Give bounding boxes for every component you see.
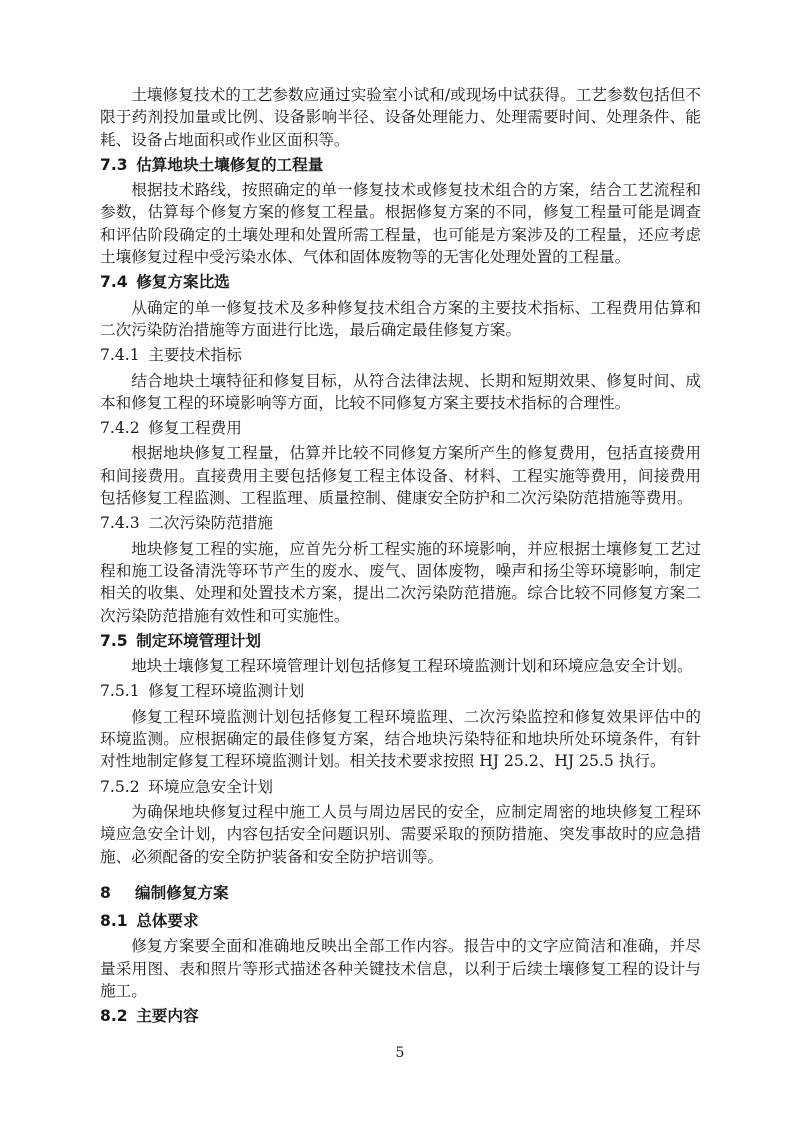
heading-title: 修复工程环境监测计划 (148, 682, 305, 701)
heading-title: 估算地块土壤修复的工程量 (136, 155, 324, 174)
paragraph: 根据地块修复工程量，估算并比较不同修复方案所产生的修复费用，包括直接费用和间接费用。直接费用主要包括修复工程主体设备、材料、工程实施等费用，间接费用包括修复工程监测、工程监理、质量控制、健康安全防护和二次污染防范措施等费用。 (100, 444, 701, 508)
heading-number: 7.4.3 (100, 514, 140, 533)
paragraph: 地块土壤修复工程环境管理计划包括修复工程环境监测计划和环境应急安全计划。 (131, 657, 693, 676)
heading-7-5 (100, 630, 701, 652)
heading-7-4-1 (100, 344, 701, 366)
heading-title: 主要技术指标 (148, 346, 242, 365)
paragraph: 结合地块土壤特征和修复目标，从符合法律法规、长期和短期效果、修复时间、成本和修复工程的环境影响等方面，比较不同修复方案主要技术指标的合理性。 (100, 371, 701, 412)
heading-number: 8.1 (100, 912, 128, 931)
paragraph: 从确定的单一修复技术及多种修复技术组合方案的主要技术指标、工程费用估算和二次污染防治措施等方面进行比选，最后确定最佳修复方案。 (100, 298, 701, 339)
heading-title: 环境应急安全计划 (148, 777, 274, 796)
heading-number: 7.3 (100, 155, 128, 174)
text-block (100, 84, 701, 1031)
paragraph: 修复工程环境监测计划包括修复工程环境监理、二次污染监控和修复效果评估中的环境监测。应根据确定的最佳修复方案，结合地块污染特征和地块所处环境条件，有针对性地制定修复工程环境监测计划。相关技术要求按照 HJ 25.2、HJ 25.5 执行。 (100, 707, 701, 771)
heading-7-3 (100, 154, 701, 176)
heading-number: 7.5 (100, 631, 128, 650)
heading-number: 7.4.2 (100, 419, 140, 438)
paragraph: 土壤修复技术的工艺参数应通过实验室小试和/或现场中试获得。工艺参数包括但不限于药剂投加量或比例、设备影响半径、设备处理能力、处理需要时间、处理条件、能耗、设备占地面积或作业区面积等。 (100, 86, 701, 149)
heading-8-1 (100, 910, 701, 932)
heading-title: 主要内容 (136, 1007, 199, 1026)
heading-8 (100, 882, 701, 904)
heading-number: 7.4.1 (100, 346, 140, 365)
heading-7-4-2 (100, 417, 701, 439)
heading-number: 8 (100, 883, 111, 902)
heading-title: 修复工程费用 (148, 419, 242, 438)
heading-title: 编制修复方案 (135, 883, 229, 902)
heading-number: 7.4 (100, 273, 128, 292)
heading-7-5-2 (100, 776, 701, 798)
heading-7-5-1 (100, 680, 701, 702)
paragraph: 修复方案要全面和准确地反映出全部工作内容。报告中的文字应简洁和准确，并尽量采用图、表和照片等形式描述各种关键技术信息，以利于后续土壤修复工程的设计与施工。 (100, 937, 701, 1000)
heading-number: 8.2 (100, 1007, 128, 1026)
page-number: 5 (395, 1045, 405, 1061)
paragraph: 地块修复工程的实施，应首先分析工程实施的环境影响，并应根据土壤修复工艺过程和施工设备清洗等环节产生的废水、废气、固体废物，噪声和扬尘等环境影响，制定相关的收集、处理和处置技术方案，提出二次污染防范措施。综合比较不同修复方案二次污染防范措施有效性和可实施性。 (100, 539, 701, 625)
heading-title: 二次污染防范措施 (148, 514, 274, 533)
heading-7-4 (100, 271, 701, 293)
heading-number: 7.5.2 (100, 777, 140, 796)
heading-title: 总体要求 (136, 912, 199, 931)
heading-title: 制定环境管理计划 (136, 631, 261, 650)
heading-number: 7.5.1 (100, 682, 140, 701)
heading-8-2 (100, 1005, 701, 1027)
paragraph: 根据技术路线，按照确定的单一修复技术或修复技术组合的方案，结合工艺流程和参数，估算每个修复方案的修复工程量。根据修复方案的不同，修复工程量可能是调查和评估阶段确定的土壤处理和处置所需工程量，也可能是方案涉及的工程量，还应考虑土壤修复过程中受污染水体、气体和固体废物等的无害化处理处置的工程量。 (100, 181, 701, 267)
heading-7-4-3 (100, 512, 701, 534)
heading-title: 修复方案比选 (136, 273, 230, 292)
paragraph: 为确保地块修复过程中施工人员与周边居民的安全，应制定周密的地块修复工程环境应急安全计划，内容包括安全问题识别、需要采取的预防措施、突发事故时的应急措施、必须配备的安全防护装备和安全防护培训等。 (100, 802, 701, 866)
